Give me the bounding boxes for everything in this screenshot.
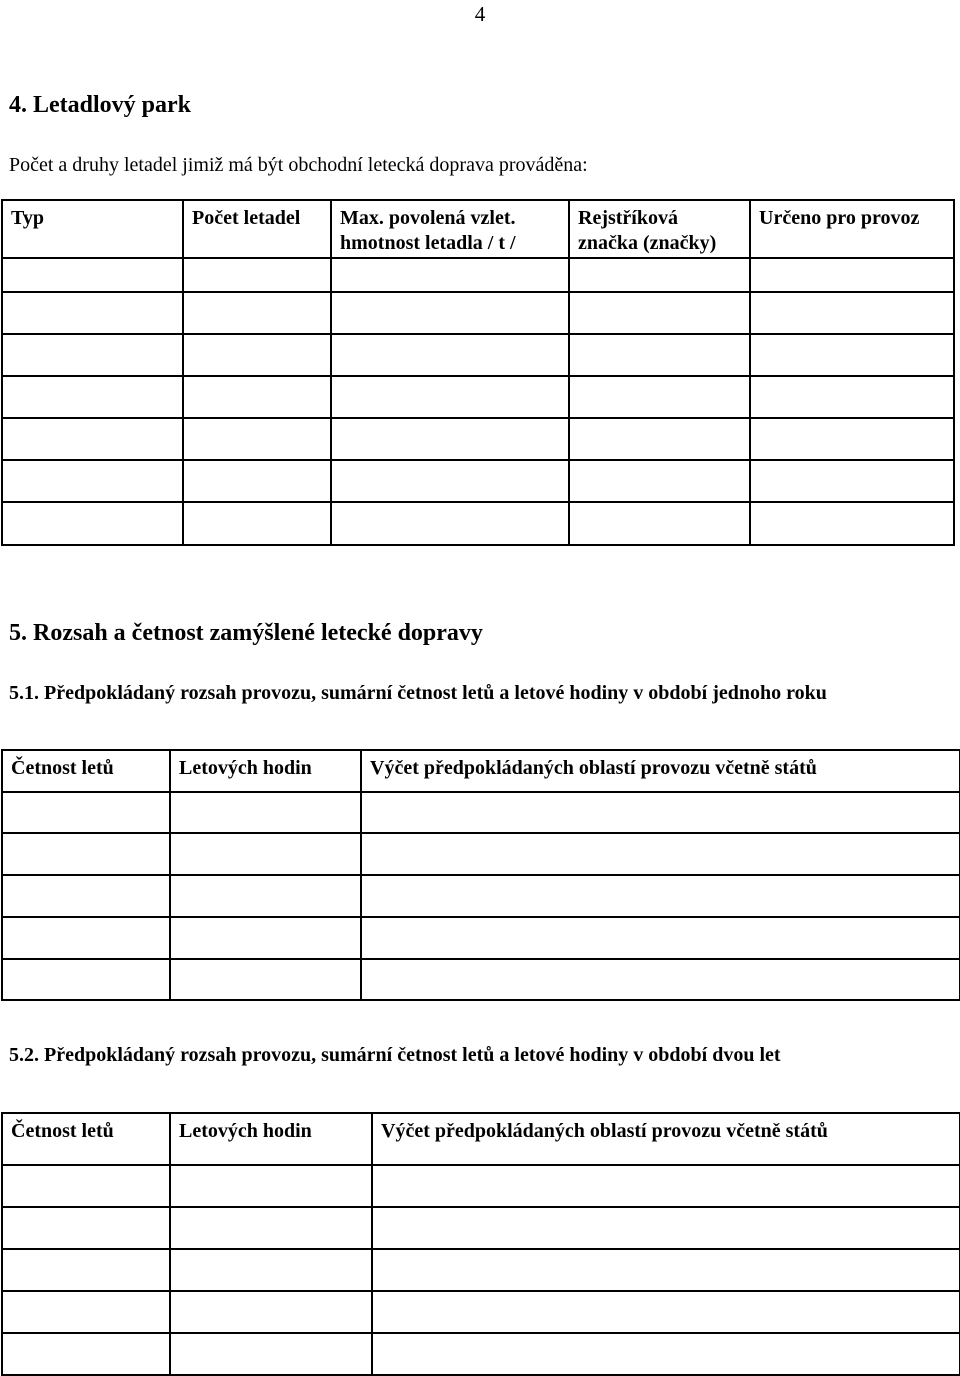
table-cell[interactable]: [2, 1291, 170, 1333]
table-cell[interactable]: [2, 1165, 170, 1207]
table-cell[interactable]: [569, 460, 750, 502]
table-cell[interactable]: [2, 376, 183, 418]
table-cell[interactable]: [331, 258, 569, 292]
column-header-cetnost-letu: Četnost letů: [2, 1113, 170, 1165]
table-cell[interactable]: [2, 917, 170, 959]
table-cell[interactable]: [2, 292, 183, 334]
table-cell[interactable]: [361, 792, 960, 833]
section-4-intro: Počet a druhy letadel jimiž má být obchodní letecká doprava prováděna:: [9, 154, 588, 176]
section-5-heading: 5. Rozsah a četnost zamýšlené letecké dopravy: [9, 620, 483, 646]
table-cell[interactable]: [750, 460, 954, 502]
table-cell[interactable]: [2, 334, 183, 376]
table-row: [2, 792, 960, 833]
table-cell[interactable]: [183, 502, 331, 545]
table-row: [2, 258, 954, 292]
column-header-rejstrikova-znacka: [569, 200, 750, 258]
table-row: [2, 502, 954, 545]
table-cell[interactable]: [372, 1291, 960, 1333]
table-cell[interactable]: [372, 1333, 960, 1375]
column-header-typ: Typ: [2, 200, 183, 258]
rejstrikova-znacka-line1: Rejstříková: [578, 207, 678, 229]
table-cell[interactable]: [2, 502, 183, 545]
table-cell[interactable]: [2, 258, 183, 292]
table-cell[interactable]: [361, 917, 960, 959]
table-cell[interactable]: [170, 875, 361, 917]
table-cell[interactable]: [331, 418, 569, 460]
table-cell[interactable]: [569, 334, 750, 376]
table-cell[interactable]: [183, 376, 331, 418]
table-row: [2, 1249, 960, 1291]
table-cell[interactable]: [361, 959, 960, 1000]
table-cell[interactable]: [372, 1207, 960, 1249]
max-hmotnost-line1: Max. povolená vzlet.: [340, 207, 516, 229]
table-cell[interactable]: [2, 875, 170, 917]
table-row: [2, 1291, 960, 1333]
table-cell[interactable]: [331, 502, 569, 545]
column-header-letovych-hodin: Letových hodin: [170, 750, 361, 792]
section-5-2-title: 5.2. Předpokládaný rozsah provozu, sumární četnost letů a letové hodiny v období dvou let: [9, 1044, 781, 1066]
table-cell[interactable]: [361, 833, 960, 875]
table-cell[interactable]: [170, 833, 361, 875]
table-cell[interactable]: [2, 460, 183, 502]
table-cell[interactable]: [2, 418, 183, 460]
aircraft-fleet-table: [1, 199, 955, 546]
table-cell[interactable]: [183, 460, 331, 502]
table-row: [2, 334, 954, 376]
table-cell[interactable]: [331, 460, 569, 502]
table-cell[interactable]: [2, 1249, 170, 1291]
table-row: [2, 1207, 960, 1249]
table-header-row: [2, 750, 960, 792]
section-5-1-title: 5.1. Předpokládaný rozsah provozu, sumární četnost letů a letové hodiny v období jednoho roku: [9, 682, 827, 704]
table-cell[interactable]: [2, 1333, 170, 1375]
table-cell[interactable]: [750, 376, 954, 418]
table-cell[interactable]: [569, 418, 750, 460]
table-cell[interactable]: [170, 1333, 372, 1375]
table-cell[interactable]: [183, 258, 331, 292]
table-cell[interactable]: [750, 258, 954, 292]
table-cell[interactable]: [170, 1291, 372, 1333]
column-header-pocet-letadel: Počet letadel: [183, 200, 331, 258]
table-cell[interactable]: [569, 258, 750, 292]
column-header-vycet-oblasti: Výčet předpokládaných oblastí provozu včetně států: [361, 750, 960, 792]
table-cell[interactable]: [170, 1249, 372, 1291]
column-header-vycet-oblasti: Výčet předpokládaných oblastí provozu včetně států: [372, 1113, 960, 1165]
table-cell[interactable]: [2, 833, 170, 875]
table-cell[interactable]: [372, 1165, 960, 1207]
column-header-letovych-hodin: Letových hodin: [170, 1113, 372, 1165]
table-row: [2, 875, 960, 917]
column-header-cetnost-letu: Četnost letů: [2, 750, 170, 792]
table-cell[interactable]: [372, 1249, 960, 1291]
table-cell[interactable]: [170, 1165, 372, 1207]
table-cell[interactable]: [750, 334, 954, 376]
table-row: [2, 460, 954, 502]
table-row: [2, 376, 954, 418]
table-cell[interactable]: [170, 1207, 372, 1249]
table-cell[interactable]: [569, 502, 750, 545]
table-cell[interactable]: [331, 292, 569, 334]
table-header-row: [2, 1113, 960, 1165]
max-hmotnost-line2: hmotnost letadla / t /: [340, 232, 516, 254]
table-cell[interactable]: [170, 792, 361, 833]
table-row: [2, 292, 954, 334]
table-cell[interactable]: [331, 334, 569, 376]
table-cell[interactable]: [183, 292, 331, 334]
table-cell[interactable]: [183, 334, 331, 376]
table-cell[interactable]: [569, 376, 750, 418]
table-row: [2, 1333, 960, 1375]
table-cell[interactable]: [2, 792, 170, 833]
section-4-heading: 4. Letadlový park: [9, 92, 192, 118]
table-row: [2, 917, 960, 959]
table-row: [2, 833, 960, 875]
table-row: [2, 418, 954, 460]
page-number: 4: [474, 2, 486, 26]
column-header-urceno-pro-provoz: Určeno pro provoz: [750, 200, 954, 258]
table-cell[interactable]: [2, 1207, 170, 1249]
table-cell[interactable]: [750, 418, 954, 460]
one-year-operations-table: [1, 749, 960, 1001]
table-cell[interactable]: [750, 292, 954, 334]
table-cell[interactable]: [170, 917, 361, 959]
two-year-operations-table: [1, 1112, 960, 1376]
table-cell[interactable]: [331, 376, 569, 418]
table-cell[interactable]: [361, 875, 960, 917]
table-row: [2, 1165, 960, 1207]
column-header-max-hmotnost: [331, 200, 569, 258]
table-row: [2, 959, 960, 1000]
table-header-row: [2, 200, 954, 258]
rejstrikova-znacka-line2: značka (značky): [578, 232, 717, 254]
table-cell[interactable]: [2, 959, 170, 1000]
table-cell[interactable]: [750, 502, 954, 545]
table-cell[interactable]: [569, 292, 750, 334]
table-cell[interactable]: [170, 959, 361, 1000]
table-cell[interactable]: [183, 418, 331, 460]
